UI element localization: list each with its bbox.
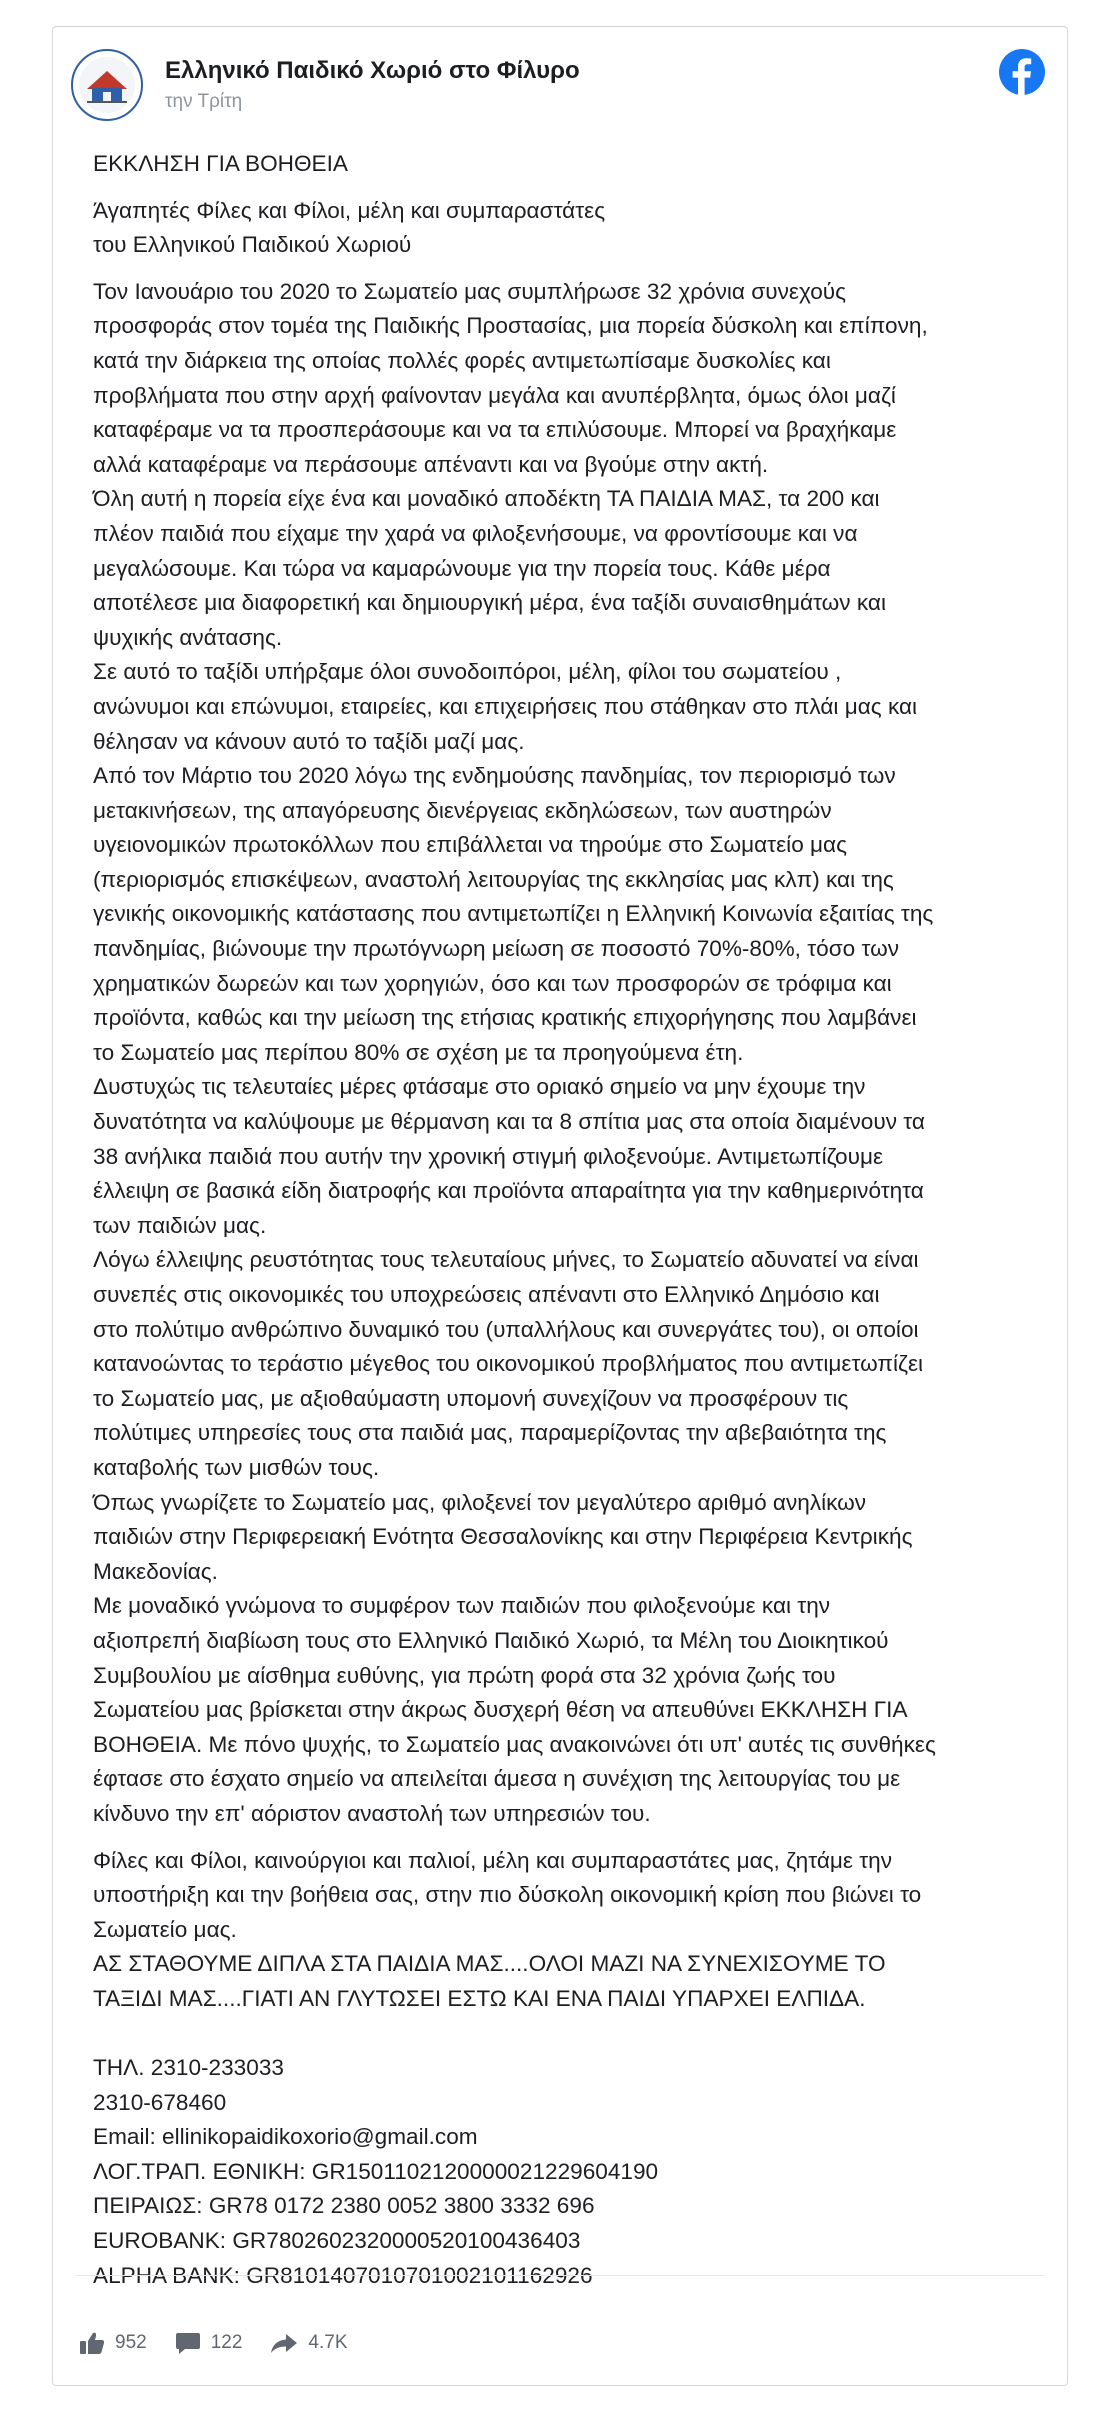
text-line: κατανοώντας το τεράστιο μέγεθος του οικονομικού προβλήματος που αντιμετωπίζει	[93, 1351, 924, 1377]
text-line: Με μοναδικό γνώμονα το συμφέρον των παιδιών που φιλοξενούμε και την	[93, 1593, 831, 1619]
text-line: ΒΟΗΘΕΙΑ. Με πόνο ψυχής, το Σωματείο μας ανακοινώνει ότι υπ' αυτές τις συνθήκες	[93, 1731, 936, 1757]
text-line: θέλησαν να κάνουν αυτό το ταξίδι μαζί μας.	[93, 728, 525, 754]
text-line: πανδημίας, βιώνουμε την πρωτόγνωρη μείωση σε ποσοστό 70%-80%, τόσο των	[93, 936, 900, 962]
text-line: προϊόντα, καθώς και την μείωση της ετήσιας κρατικής επιχορήγησης που λαμβάνει	[93, 1005, 917, 1031]
shares-count: 4.7K	[308, 2332, 348, 2353]
text-line: έφτασε στο έσχατο σημείο να απειλείται άμεσα η συνέχιση της λειτουργίας του με	[93, 1766, 901, 1792]
text-line: συνεπές στις οικονομικές του υποχρεώσεις απέναντι στο Ελληνικό Δημόσιο και	[93, 1282, 880, 1307]
facebook-icon[interactable]	[999, 49, 1045, 95]
greeting-line: του Ελληνικού Παιδικού Χωριού	[93, 232, 412, 258]
contact-line: Email: ellinikopaidikoxorio@gmail.com	[93, 2124, 478, 2150]
share-icon	[270, 2331, 298, 2355]
post-body	[93, 147, 1043, 2293]
text-line: μετακινήσεων, της απαγόρευσης διενέργειας εκδηλώσεων, των αυστηρών	[93, 797, 832, 823]
comments-stat[interactable]	[175, 2331, 243, 2355]
contact-line: ΤΗΛ. 2310-233033	[93, 2055, 284, 2081]
text-line: Όλη αυτή η πορεία είχε ένα και μοναδικό αποδέκτη ΤΑ ΠΑΙΔΙΑ ΜΑΣ, τα 200 και	[93, 486, 880, 512]
footer-divider	[75, 2275, 1045, 2276]
post-header	[53, 27, 1067, 137]
contact-line: ΠΕΙΡΑΙΩΣ: GR78 0172 2380 0052 3800 3332 696	[93, 2193, 595, 2219]
appeal-line: Φίλες και Φίλοι, καινούργιοι και παλιοί, μέλη και συμπαραστάτες μας, ζητάμε την	[93, 1847, 893, 1873]
facebook-post-card	[52, 26, 1068, 2386]
text-line: (περιορισμός επισκέψεων, αναστολή λειτουργίας της εκκλησίας μας κλπ) και της	[93, 866, 894, 892]
likes-count: 952	[115, 2332, 147, 2353]
text-line: χρηματικών δωρεών και των χορηγιών, όσο και των προσφορών σε τρόφιμα και	[93, 970, 892, 996]
contact-line: EUROBANK: GR7802602320000520100436403	[93, 2228, 581, 2254]
likes-stat[interactable]	[79, 2331, 147, 2355]
contact-line: 2310-678460	[93, 2089, 227, 2115]
text-line: Μακεδονίας.	[93, 1558, 218, 1584]
text-line: Από τον Μάρτιο του 2020 λόγω της ενδημούσης πανδημίας, τον περιορισμό των	[93, 763, 896, 789]
page-name[interactable]: Ελληνικό Παιδικό Χωριό στο Φίλυρο	[165, 57, 580, 84]
text-line: καταβολής των μισθών τους.	[93, 1454, 380, 1480]
contact-line: ΛΟΓ.ΤΡΑΠ. ΕΘΝΙΚΗ: GR1501102120000021229604190	[93, 2158, 659, 2184]
shares-stat[interactable]	[270, 2331, 347, 2355]
text-line: πολύτιμες υπηρεσίες τους στα παιδιά μας, παραμερίζοντας την αβεβαιότητα της	[93, 1420, 887, 1446]
contact-line: ALPHA BANK: GR8101407010701002101162926	[93, 2262, 593, 2288]
text-line: Δυστυχώς τις τελευταίες μέρες φτάσαμε στο οριακό σημείο να μην έχουμε την	[93, 1074, 866, 1100]
text-line: Συμβουλίου με αίσθημα ευθύνης, για πρώτη φορά στα 32 χρόνια ζωής του	[93, 1662, 836, 1688]
text-line: υγειονομικών πρωτοκόλλων που επιβάλλεται να τηρούμε στο Σωματείο μας	[93, 832, 848, 858]
text-line: αποτέλεσε μια διαφορετική και δημιουργική μέρα, ένα ταξίδι συναισθημάτων και	[93, 590, 886, 616]
text-line: ανώνυμοι και επώνυμοι, εταιρείες, και επιχειρήσεις που στάθηκαν στο πλάι μας και	[93, 693, 918, 719]
text-line: Σωματείου μας βρίσκεται στην άκρως δυσχερή θέση να απευθύνει ΕΚΚΛΗΣΗ ΓΙΑ	[93, 1697, 908, 1723]
post-timestamp[interactable]: την Τρίτη	[165, 91, 243, 112]
text-line: προσφοράς στον τομέα της Παιδικής Προστασίας, μια πορεία δύσκολη και επίπονη,	[93, 313, 928, 339]
text-line: δυνατότητα να καλύψουμε με θέρμανση και τα 8 σπίτια μας στα οποία διαμένουν τα	[93, 1109, 925, 1135]
appeal-line: ΑΣ ΣΤΑΘΟΥΜΕ ΔΙΠΛΑ ΣΤΑ ΠΑΙΔΙΑ ΜΑΣ....ΟΛΟΙ ΜΑΖΙ ΝΑ ΣΥΝΕΧΙΣΟΥΜΕ ΤΟ	[93, 1951, 886, 1977]
text-line: των παιδιών μας.	[93, 1212, 267, 1238]
text-line: παιδιών στην Περιφερειακή Ενότητα Θεσσαλονίκης και στην Περιφέρεια Κεντρικής	[93, 1524, 913, 1550]
thumbs-up-icon	[79, 2331, 105, 2355]
text-line: προβλήματα που στην αρχή φαίνονταν μεγάλα και ανυπέρβλητα, όμως όλοι μαζί	[93, 382, 896, 408]
text-line: καταφέραμε να τα προσπεράσουμε και να τα επιλύσουμε. Μπορεί να βραχήκαμε	[93, 417, 897, 443]
contact-info-block	[93, 2051, 1043, 2293]
post-main-text	[93, 275, 1043, 1832]
text-line: μεγαλώσουμε. Και τώρα να καμαρώνουμε για την πορεία τους. Κάθε μέρα	[93, 555, 831, 581]
text-line: έλλειψη σε βασικά είδη διατροφής και προϊόντα απαραίτητα για την καθημερινότητα	[93, 1178, 924, 1204]
post-greeting-block	[93, 194, 1043, 263]
text-line: κίνδυνο την επ' αόριστον αναστολή των υπηρεσιών του.	[93, 1800, 651, 1826]
text-line: αλλά καταφέραμε να περάσουμε απέναντι και να βγούμε στην ακτή.	[93, 451, 769, 477]
text-line: γενικής οικονομικής κατάστασης που αντιμετωπίζει η Ελληνική Κοινωνία εξαιτίας της	[93, 901, 934, 927]
engagement-stats	[79, 2331, 376, 2355]
comment-icon	[175, 2331, 201, 2355]
post-title-line: ΕΚΚΛΗΣΗ ΓΙΑ ΒΟΗΘΕΙΑ	[93, 151, 348, 176]
appeal-line: υποστήριξη και την βοήθεια σας, στην πιο δύσκολη οικονομική κρίση που βιώνει το	[93, 1882, 922, 1908]
text-line: Τον Ιανουάριο του 2020 το Σωματείο μας συμπλήρωσε 32 χρόνια συνεχούς	[93, 278, 847, 304]
comments-count: 122	[210, 2332, 243, 2353]
greeting-line: Άγαπητές Φίλες και Φίλοι, μέλη και συμπαραστάτες	[93, 197, 606, 223]
post-appeal-text	[93, 1844, 1043, 2017]
text-line: το Σωματείο μας περίπου 80% σε σχέση με τα προηγούμενα έτη.	[93, 1039, 744, 1065]
text-line: Όπως γνωρίζετε το Σωματείο μας, φιλοξενεί τον μεγαλύτερο αριθμό ανηλίκων	[93, 1489, 867, 1515]
text-line: Σε αυτό το ταξίδι υπήρξαμε όλοι συνοδοιπόροι, μέλη, φίλοι του σωματείου ,	[93, 659, 842, 685]
text-line: στο πολύτιμο ανθρώπινο δυναμικό του (υπαλλήλους και συνεργάτες του), οι οποίοι	[93, 1316, 919, 1342]
text-line: Λόγω έλλειψης ρευστότητας τους τελευταίους μήνες, το Σωματείο αδυνατεί να είναι	[93, 1247, 919, 1273]
post-footer	[53, 2275, 1067, 2385]
text-line: αξιοπρεπή διαβίωση τους στο Ελληνικό Παιδικό Χωριό, τα Μέλη του Διοικητικού	[93, 1627, 889, 1653]
appeal-line: Σωματείο μας.	[93, 1916, 237, 1942]
appeal-line: ΤΑΞΙΔΙ ΜΑΣ....ΓΙΑΤΙ ΑΝ ΓΛΥΤΩΣΕΙ ΕΣΤΩ ΚΑΙ ΕΝΑ ΠΑΙΔΙ ΥΠΑΡΧΕΙ ΕΛΠΙΔΑ.	[93, 1985, 866, 2011]
text-line: πλέον παιδιά που είχαμε την χαρά να φιλοξενήσουμε, να φροντίσουμε και να	[93, 520, 858, 546]
text-line: κατά την διάρκεια της οποίας πολλές φορές αντιμετωπίσαμε δυσκολίες και	[93, 347, 831, 373]
text-line: ψυχικής ανάτασης.	[93, 624, 283, 650]
village-logo-icon	[73, 51, 141, 119]
post-heading-block	[93, 147, 1043, 182]
text-line: το Σωματείο μας, με αξιοθαύμαστη υπομονή συνεχίζουν να προσφέρουν τις	[93, 1385, 849, 1411]
page-avatar[interactable]	[71, 49, 143, 121]
text-line: 38 ανήλικα παιδιά που αυτήν την χρονική στιγμή φιλοξενούμε. Αντιμετωπίζουμε	[93, 1143, 884, 1169]
